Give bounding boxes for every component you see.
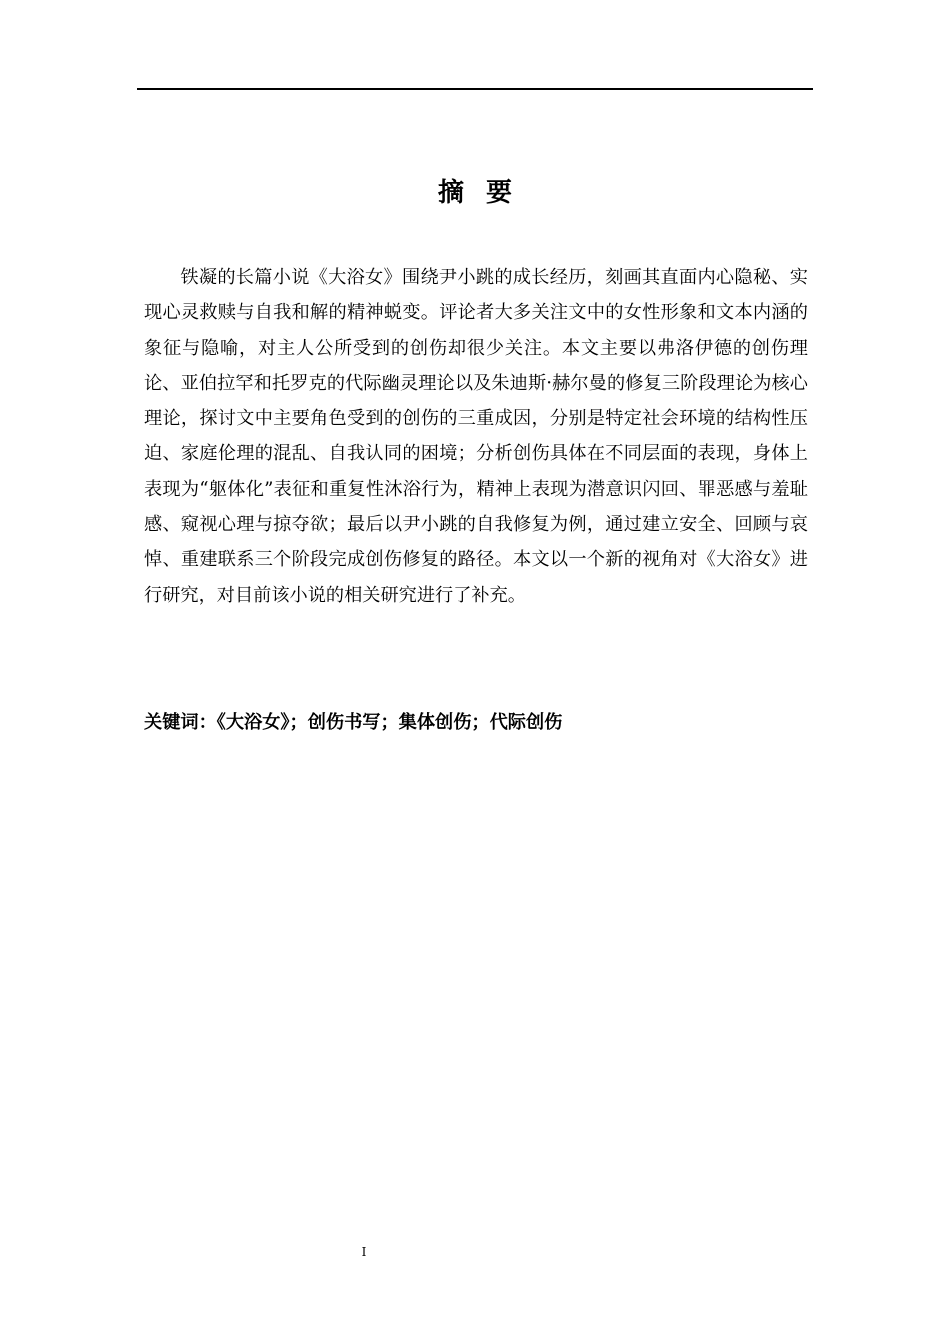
page-number: I — [361, 1245, 367, 1259]
page-title: 摘要 — [437, 178, 534, 208]
keywords-values: 《大浴女》；创伤书写；集体创伤；代际创伤 — [216, 712, 563, 733]
keywords-label: 关键词： — [144, 712, 217, 733]
keywords-line — [144, 707, 808, 739]
header-rule — [137, 88, 813, 90]
abstract-paragraph: 铁凝的长篇小说《大浴女》围绕尹小跳的成长经历，刻画其直面内心隐秘、实现心灵救赎与自我和解的精神蜕变。评论者大多关注文中的女性形象和文本内涵的象征与隐喻，对主人公所受到的创伤却很少关注。本文主要以弗洛伊德的创伤理论、亚伯拉罕和托罗克的代际幽灵理论以及朱迪斯·赫尔曼的修复三阶段理论为核心理论，探讨文中主要角色受到的创伤的三重成因，分别是特定社会环境的结构性压迫、家庭伦理的混乱、自我认同的困境；分析创伤具体在不同层面的表现，身体上表现为“躯体化”表征和重复性沐浴行为，精神上表现为潜意识闪回、罪恶感与羞耻感、窥视心理与掠夺欲；最后以尹小跳的自我修复为例，通过建立安全、回顾与哀悼、重建联系三个阶段完成创伤修复的路径。本文以一个新的视角对《大浴女》进行研究，对目前该小说的相关研究进行了补充。 — [144, 267, 808, 606]
